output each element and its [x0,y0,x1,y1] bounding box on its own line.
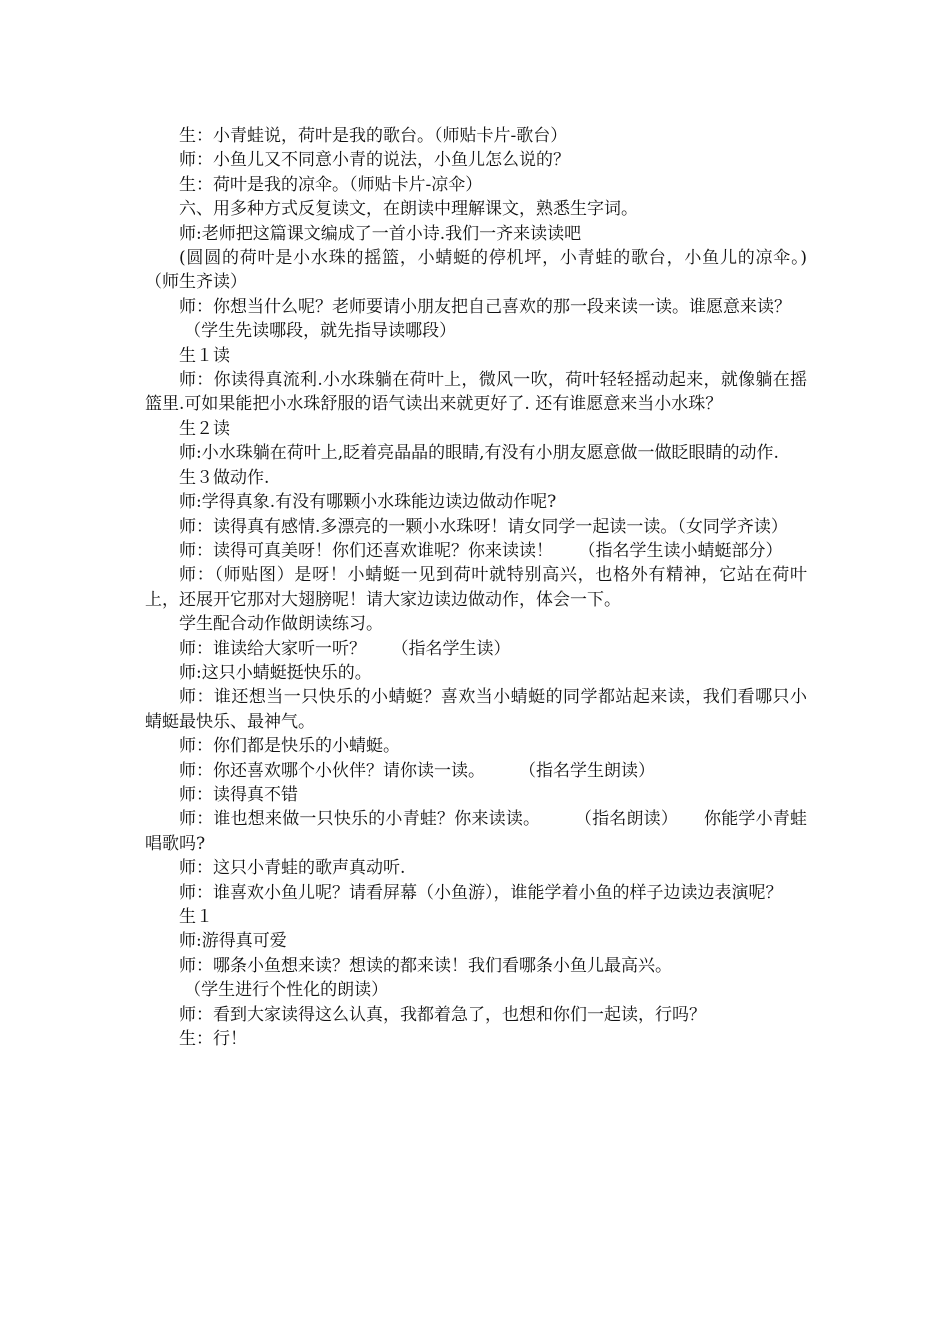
paragraph: 师：（师贴图）是呀！小蜻蜓一见到荷叶就特别高兴，也格外有精神，它站在荷叶上，还展开它那对大翅膀呢！请大家边读边做动作，体会一下。 [145,565,807,610]
paragraph: 师：小鱼儿又不同意小青的说法，小鱼儿怎么说的？ [179,150,570,171]
paragraph: 生１读 [179,345,230,366]
paragraph: 师:这只小蜻蜓挺快乐的。 [179,662,372,683]
paragraph: 师：谁读给大家听一听？ （指名学生读） [179,638,511,659]
paragraph: 六、用多种方式反复读文，在朗读中理解课文，熟悉生字词。 [179,199,638,220]
paragraph: 生：荷叶是我的凉伞。（师贴卡片-凉伞） [179,174,483,195]
paragraph: 生：小青蛙说，荷叶是我的歌台。（师贴卡片-歌台） [179,126,568,146]
paragraph: 师：读得真有感情.多漂亮的一颗小水珠呀！请女同学一起读一读。（女同学齐读） [179,516,788,537]
paragraph: 师：读得真不错 [179,784,298,805]
paragraph: （学生进行个性化的朗读） [184,980,389,1001]
paragraph: 师：谁还想当一只快乐的小蜻蜓？喜欢当小蜻蜓的同学都站起来读，我们看哪只小蜻蜓最快乐、最神气。 [145,687,807,732]
paragraph: 师:学得真象.有没有哪颗小水珠能边读边做动作呢? [179,492,557,513]
paragraph: 师：哪条小鱼想来读？想读的都来读！我们看哪条小鱼儿最高兴。 [179,955,672,976]
paragraph: 师：这只小青蛙的歌声真动听. [179,858,406,879]
paragraph: 师：谁喜欢小鱼儿呢？请看屏幕（小鱼游），谁能学着小鱼的样子边读边表演呢？ [179,882,783,903]
paragraph: (圆圆的荷叶是小水珠的摇篮，小蜻蜓的停机坪，小青蛙的歌台，小鱼儿的凉伞。)（师生齐读） [145,248,807,293]
paragraph: （学生先读哪段，就先指导读哪段） [184,321,457,342]
paragraph: 师：谁也想来做一只快乐的小青蛙？你来读读。 （指名朗读） 你能学小青蛙唱歌吗? [145,809,807,854]
paragraph: 师:老师把这篇课文编成了一首小诗.我们一齐来读读吧 [179,223,582,244]
paragraph: 师:游得真可爱 [179,931,287,952]
paragraph: 生１ [179,907,213,927]
paragraph: 师：你想当什么呢？老师要请小朋友把自己喜欢的那一段来读一读。谁愿意来读？ [179,296,791,317]
document-page [145,124,807,1051]
paragraph: 师:小水珠躺在荷叶上,眨着亮晶晶的眼睛,有没有小朋友愿意做一做眨眼睛的动作. [179,443,779,464]
paragraph: 师：你读得真流利.小水珠躺在荷叶上，微风一吹，荷叶轻轻摇动起来，就像躺在摇篮里.可如果能把小水珠舒服的语气读出来就更好了. 还有谁愿意来当小水珠？ [145,370,807,415]
paragraph: 师：你们都是快乐的小蜻蜓。 [179,736,400,757]
paragraph: 生２读 [179,418,230,439]
paragraph: 生：行！ [179,1029,247,1050]
paragraph: 师：看到大家读得这么认真，我都着急了，也想和你们一起读，行吗？ [179,1004,706,1025]
paragraph: 生３做动作. [179,467,270,488]
paragraph: 师：读得可真美呀！你们还喜欢谁呢？你来读读！ （指名学生读小蜻蜓部分） [179,540,783,561]
paragraph: 师：你还喜欢哪个小伙伴？请你读一读。 （指名学生朗读） [179,760,655,781]
paragraph: 学生配合动作做朗读练习。 [179,614,383,635]
